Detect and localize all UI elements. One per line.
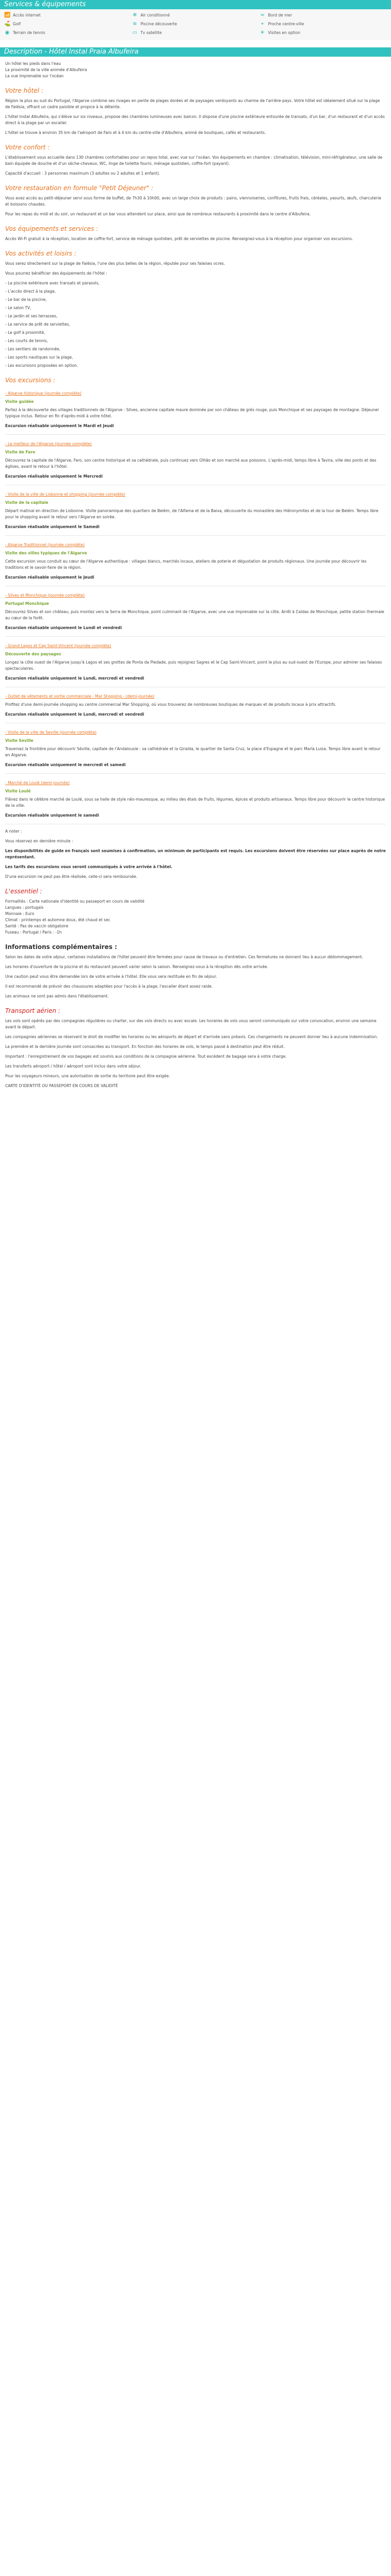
excursion-item (5, 592, 386, 637)
excursion-text: Découvrez Silves et son château, puis montez vers la Serra de Monchique, point culminant de l'Algarve, avec une vue imprenable sur la côte. Arrêt à Caldas de Monchique, petite station thermale au cœur de la forêt. (5, 609, 384, 620)
description-header (0, 47, 391, 57)
hotel-paragraph-3: L'hôtel se trouve à environ 35 km de l'aéroport de Faro et à 4 km du centre-ville d'Albufeira, animé de boutiques, cafés et restaurants. (5, 130, 266, 135)
loisirs-list-item: - Les courts de tennis, (5, 338, 48, 343)
services-title: Services & équipements (4, 1, 86, 8)
section-restau-heading: Votre restauration en formule "Petit Déjeuner" : (5, 184, 154, 192)
tarifs-note-1: A noter : (5, 829, 22, 834)
golf-icon: ⛳ (4, 21, 11, 27)
services-header (0, 0, 391, 9)
transport-paragraph-7: CARTE D'IDENTITÉ OU PASSEPORT EN COURS DE VALIDITÉ (5, 1083, 118, 1088)
excursion-title-link[interactable]: - Le meilleur de l'Algarve (journée complète) (5, 442, 92, 446)
excursion-text: Flânez dans le célèbre marché de Loulé, sous sa halle de style néo-mauresque, au milieu des étals de fruits, légumes, épices et produits artisanaux. Temps libre pour découvrir le centre historique de la ville. (5, 797, 385, 808)
excursion-availability: Excursion réalisable uniquement le Lundi et vendredi (5, 625, 122, 630)
excursion-title-link[interactable]: - Visite de la ville de Seville (journée complète) (5, 730, 97, 735)
loisirs-list-item: - Le salon TV, (5, 306, 31, 310)
excursion-title-link[interactable]: - Grand Lagos et Cap Saint-Vincent (journée complète) (5, 643, 111, 648)
excursions-list (5, 391, 386, 824)
amenity-item (132, 21, 259, 27)
hotel-paragraph-1: Région la plus au sud du Portugal, l'Algarve combine ses rivages en pente de plages dorées et de paysages verdoyants au charme de l'arrière-pays. Votre hôtel est idéalement situé sur la plage de Falésia, offrant un cadre paisible et propice à la détente. (5, 98, 380, 109)
excursion-title[interactable] (5, 592, 386, 599)
amenity-label: Golf (13, 22, 21, 26)
loisirs-paragraph-1: Vous serez directement sur la plage de Falésia, l'une des plus belles de la région, réputée pour ses falaises ocres. (5, 261, 225, 266)
amenities-grid (4, 12, 387, 36)
confort-paragraph-2: Capacité d'accueil : 3 personnes maximum (3 adultes ou 2 adultes et 1 enfant). (5, 171, 160, 176)
section-loisirs-heading: Vos activités et loisirs : (5, 250, 77, 257)
section-hotel-heading: Votre hôtel : (5, 87, 43, 94)
tarifs-note-2: Vous réservez en dernière minute : (5, 839, 73, 843)
amenity-item (4, 21, 132, 27)
infos-paragraph-4: Il est recommandé de prévoir des chaussures adaptées pour l'accès à la plage, l'escalier étant assez raide. (5, 984, 213, 989)
excursion-text: Traversez la frontière pour découvrir Séville, capitale de l'Andalousie : sa cathédrale et la Giralda, le quartier de Santa Cruz, la place d'Espagne et le parc María Luisa. Temps libre avant le retour en Algarve. (5, 747, 381, 757)
excursion-title-link[interactable]: - Algarve historique (journée complète) (5, 391, 82, 396)
amenity-label: Bord de mer (268, 13, 292, 18)
infos-paragraph-3: Une caution peut vous être demandée lors de votre arrivée à l'hôtel. Elle vous sera restituée en fin de séjour. (5, 974, 217, 979)
excursion-availability: Excursion réalisable uniquement le Mardi et Jeudi (5, 423, 114, 428)
excursion-title[interactable] (5, 780, 386, 786)
excursion-title-link[interactable]: - Silves et Monchique (journée complète) (5, 593, 85, 598)
excursion-item (5, 391, 386, 435)
excursion-item (5, 492, 386, 536)
excursion-item (5, 780, 386, 824)
excursion-divider (5, 636, 386, 637)
excursion-subtitle: Visite guidée (5, 399, 34, 404)
loisirs-list-item: - Les sports nautiques sur la plage, (5, 355, 73, 360)
amenity-item (132, 12, 259, 19)
excursion-title-link[interactable]: - Marché de Loulé (demi-journée) (5, 781, 70, 785)
beach-icon: ☀ (260, 30, 265, 36)
excursion-title[interactable] (5, 693, 386, 700)
amenity-label: Terrain de tennis (13, 30, 45, 35)
section-equip-heading: Vos équipements et services : (5, 225, 99, 232)
excursion-divider (5, 434, 386, 435)
tennis-icon: ◉ (5, 30, 10, 36)
excursion-text: Découvrez la capitale de l'Algarve, Faro, son centre historique et sa cathédrale, puis continuez vers Olhão et son marché aux poissons. L'après-midi, temps libre à Tavira, ville des ponts et des églises, avant le retour à l'hôtel. (5, 458, 377, 469)
excursion-subtitle: Visite Loulé (5, 789, 31, 793)
amenity-item (259, 12, 387, 19)
excursion-divider (5, 535, 386, 536)
description-title: Description - Hôtel Instal Praia Albufeira (4, 48, 139, 56)
excursion-text: Partez à la découverte des villages traditionnels de l'Algarve : Silves, ancienne capitale maure dominée par son château de grès rouge, puis Monchique et ses paysages de montagne. Déjeuner typique inclus. Retour en fin d'après-midi à votre hôtel. (5, 408, 379, 418)
essentiel-paragraph: Formalités : Carte nationale d'identité ou passeport en cours de validité Langues : portugais Monnaie : Euro Climat : printemps et automne doux, été chaud et sec Santé : Pas de vaccin obligatoire Fuseau : Portugal / Paris : -1h (5, 899, 144, 935)
snowflake-icon: ❄ (133, 12, 137, 18)
excursion-title[interactable] (5, 730, 386, 736)
excursion-availability: Excursion réalisable uniquement le Mercredi (5, 474, 103, 479)
excursion-subtitle: Portugal Monchique (5, 601, 49, 606)
excursion-availability: Excursion réalisable uniquement le Samedi (5, 524, 100, 529)
wifi-icon: 📶 (4, 12, 11, 18)
excursion-subtitle: Visite de Faro (5, 450, 36, 454)
amenity-label: Proche centre-ville (268, 22, 304, 26)
excursion-availability: Excursion réalisable uniquement le samedi (5, 813, 99, 818)
amenity-label: Air conditionné (140, 13, 170, 18)
amenities-panel (0, 9, 391, 40)
excursion-subtitle: Visite Seville (5, 738, 34, 743)
amenity-item (4, 12, 132, 19)
loisirs-list-item: - La piscine extérieure avec transats et parasols, (5, 281, 100, 285)
excursion-item (5, 542, 386, 586)
transport-paragraph-3: La première et la dernière journée sont consacrées au transport. En fonction des horaires de vols, le temps passé à destination peut être réduit. (5, 1044, 285, 1049)
excursion-availability: Excursion réalisable uniquement le Lundi, mercredi et vendredi (5, 676, 144, 681)
excursion-text: Cette excursion vous conduit au cœur de l'Algarve authentique : villages blancs, marchés locaux, ateliers de poterie et dégustation de produits régionaux. Une journée pour découvrir les traditions et le savoir-faire de la région. (5, 559, 367, 570)
tv-icon: ▭ (132, 30, 138, 36)
amenity-label: Piscine découverte (140, 22, 177, 26)
loisirs-list-item: - Le service de prêt de serviettes, (5, 322, 71, 327)
confort-paragraph-1: L'établissement vous accueille dans 130 chambres confortables pour un repos total, avec vue sur l'océan. Vos équipements en chambre : climatisation, télévision, mini-réfrigérateur, une salle de bain équipée de douche et d'un sèche-cheveux, WC, linge de toilette fourni, ménage quotidien, coffre-fort (payant). (5, 155, 383, 166)
excursion-title[interactable] (5, 542, 386, 548)
loisirs-list-item: - Le jardin et ses terrasses, (5, 314, 58, 318)
intro-text: Un hôtel les pieds dans l'eau La proximité de la ville animée d'Albufeira La vue imprenable sur l'océan (5, 61, 87, 78)
amenity-label: Accès internet (13, 13, 41, 18)
excursion-title-link[interactable]: - Algarve Traditionnel (journée complète) (5, 543, 85, 547)
amenity-item (4, 30, 132, 36)
excursion-title-link[interactable]: - Outlet de vêtements et sortie commerciale - Mar Shopping - (demi-journée) (5, 694, 155, 699)
excursion-subtitle: Visite des villes typiques de l'Algarve (5, 551, 87, 555)
loisirs-list (5, 280, 386, 369)
section-confort-heading: Votre confort : (5, 144, 50, 151)
restau-paragraph-2: Pour les repas du midi et du soir, un restaurant et un bar vous attendent sur place, ainsi que de nombreux restaurants à proximité dans le centre d'Albufeira. (5, 212, 311, 216)
excursion-availability: Excursion réalisable uniquement le Jeudi (5, 575, 94, 580)
pin-icon: ⌖ (260, 21, 264, 27)
excursion-title[interactable] (5, 441, 386, 447)
infos-paragraph-5: Les animaux ne sont pas admis dans l'établissement. (5, 994, 109, 998)
excursion-text: Départ matinal en direction de Lisbonne. Visite panoramique des quartiers de Belém, de l'Alfama et de la Baixa, découverte du monastère des Hiéronymites et de la tour de Belém. Temps libre pour le shopping avant le retour vers l'Algarve en soirée. (5, 509, 379, 519)
amenity-item (259, 21, 387, 27)
amenity-item (259, 30, 387, 36)
loisirs-list-item: - L'accès direct à la plage, (5, 289, 56, 294)
excursion-item (5, 693, 386, 723)
excursion-title[interactable] (5, 492, 386, 498)
excursion-subtitle: Découverte des paysages (5, 652, 61, 656)
wave-icon: ≈ (260, 12, 265, 18)
excursion-item (5, 730, 386, 774)
excursion-title-link[interactable]: - Visite de la ville de Lisbonne et shopping (journée complète) (5, 492, 125, 497)
transport-paragraph-5: Les transferts aéroport / hôtel / aéroport sont inclus dans votre séjour. (5, 1064, 141, 1069)
excursion-title[interactable] (5, 643, 386, 649)
amenity-label: Tv satellite (140, 30, 162, 35)
transport-paragraph-4: Important : l'enregistrement de vos bagages est soumis aux conditions de la compagnie aérienne. Tout excédent de bagage sera à votre charge. (5, 1054, 287, 1059)
amenity-item (132, 30, 259, 36)
loisirs-list-item: - Le bar de la piscine, (5, 297, 47, 302)
hotel-paragraph-2: L'hôtel Instal Albufeira, qui s'élève sur six niveaux, propose des chambres lumineuses avec balcon. Il dispose d'une piscine extérieure entourée de transats, d'un bar, d'un restaurant et d'un accès direct à la plage par un escalier. (5, 114, 385, 125)
transport-paragraph-6: Pour les voyageurs mineurs, une autorisation de sortie du territoire peut être exigée. (5, 1074, 170, 1078)
equip-paragraph: Accès Wi-Fi gratuit à la réception, location de coffre-fort, service de ménage quotidien, prêt de serviettes de piscine. Renseignez-vous à la réception pour organiser vos excursions. (5, 236, 353, 241)
tarifs-note-4: Les tarifs des excursions vous seront communiqués à votre arrivée à l'hôtel. (5, 865, 172, 869)
loisirs-list-item: - Le golf à proximité, (5, 330, 45, 335)
transport-paragraph-1: Les vols sont opérés par des compagnies régulières ou charter, sur des vols directs ou avec escale. Les horaires de vols vous seront communiqués sur votre convocation, environ une semaine avant le départ. (5, 1019, 377, 1029)
excursion-divider (5, 773, 386, 774)
section-transport-heading: Transport aérien : (5, 1007, 60, 1014)
loisirs-paragraph-2: Vous pourrez bénéficier des équipements de l'hôtel : (5, 271, 107, 276)
section-essentiel-heading: L'essentiel : (5, 888, 42, 895)
excursion-title[interactable] (5, 391, 386, 397)
tarifs-note-5: D'une excursion ne peut pas être réalisée, celle-ci sera remboursée. (5, 874, 138, 879)
excursion-availability: Excursion réalisable uniquement le mercredi et samedi (5, 762, 126, 767)
section-infos-heading: Informations complémentaires : (5, 943, 117, 951)
tarifs-note-3: Les disponibilités de guide en français sont soumises à confirmation, un minimum de participants est requis. Les excursions doivent être réservées sur place auprès de notre représentant. (5, 849, 386, 859)
amenity-label: Visites en option (268, 30, 301, 35)
excursion-item (5, 441, 386, 485)
excursion-text: Profitez d'une demi-journée shopping au centre commercial Mar Shopping, où vous trouverez de nombreuses boutiques de marques et de produits locaux à prix attractifs. (5, 702, 337, 707)
infos-paragraph-1: Selon les dates de votre séjour, certaines installations de l'hôtel peuvent être fermées pour cause de travaux ou d'entretien. Ces fermetures ne donnent lieu à aucun dédommagement. (5, 955, 363, 959)
description-content (0, 61, 391, 1089)
excursion-item (5, 643, 386, 687)
excursion-availability: Excursion réalisable uniquement le Lundi, mercredi et vendredi (5, 712, 144, 717)
section-excursions-heading: Vos excursions : (5, 377, 56, 384)
loisirs-list-item: - Les excursions proposées en option. (5, 363, 78, 368)
restau-paragraph-1: Vous avez accès au petit-déjeuner servi sous forme de buffet, de 7h30 à 10h00, avec un large choix de produits : pains, viennoiseries, confitures, fruits frais, céréales, yaourts, œufs, charcuterie et boissons chaudes. (5, 196, 381, 207)
excursion-text: Longez la côte ouest de l'Algarve jusqu'à Lagos et ses grottes de Ponta da Piedade, puis rejoignez Sagres et le Cap Saint-Vincent, point le plus au sud-ouest de l'Europe, pour admirer ses falaises spectaculaires. (5, 660, 382, 671)
excursion-subtitle: Visite de la capitale (5, 500, 48, 505)
infos-paragraph-2: Les horaires d'ouverture de la piscine et du restaurant peuvent varier selon la saison. Renseignez-vous à la réception dès votre arrivée. (5, 964, 268, 969)
transport-paragraph-2: Les compagnies aériennes se réservent le droit de modifier les horaires ou les aéroports de départ et d'arrivée sans préavis. Ces changements ne peuvent donner lieu à aucune indemnisation. (5, 1035, 378, 1039)
pool-icon: ≋ (133, 21, 137, 27)
loisirs-list-item: - Les sentiers de randonnée, (5, 347, 60, 351)
